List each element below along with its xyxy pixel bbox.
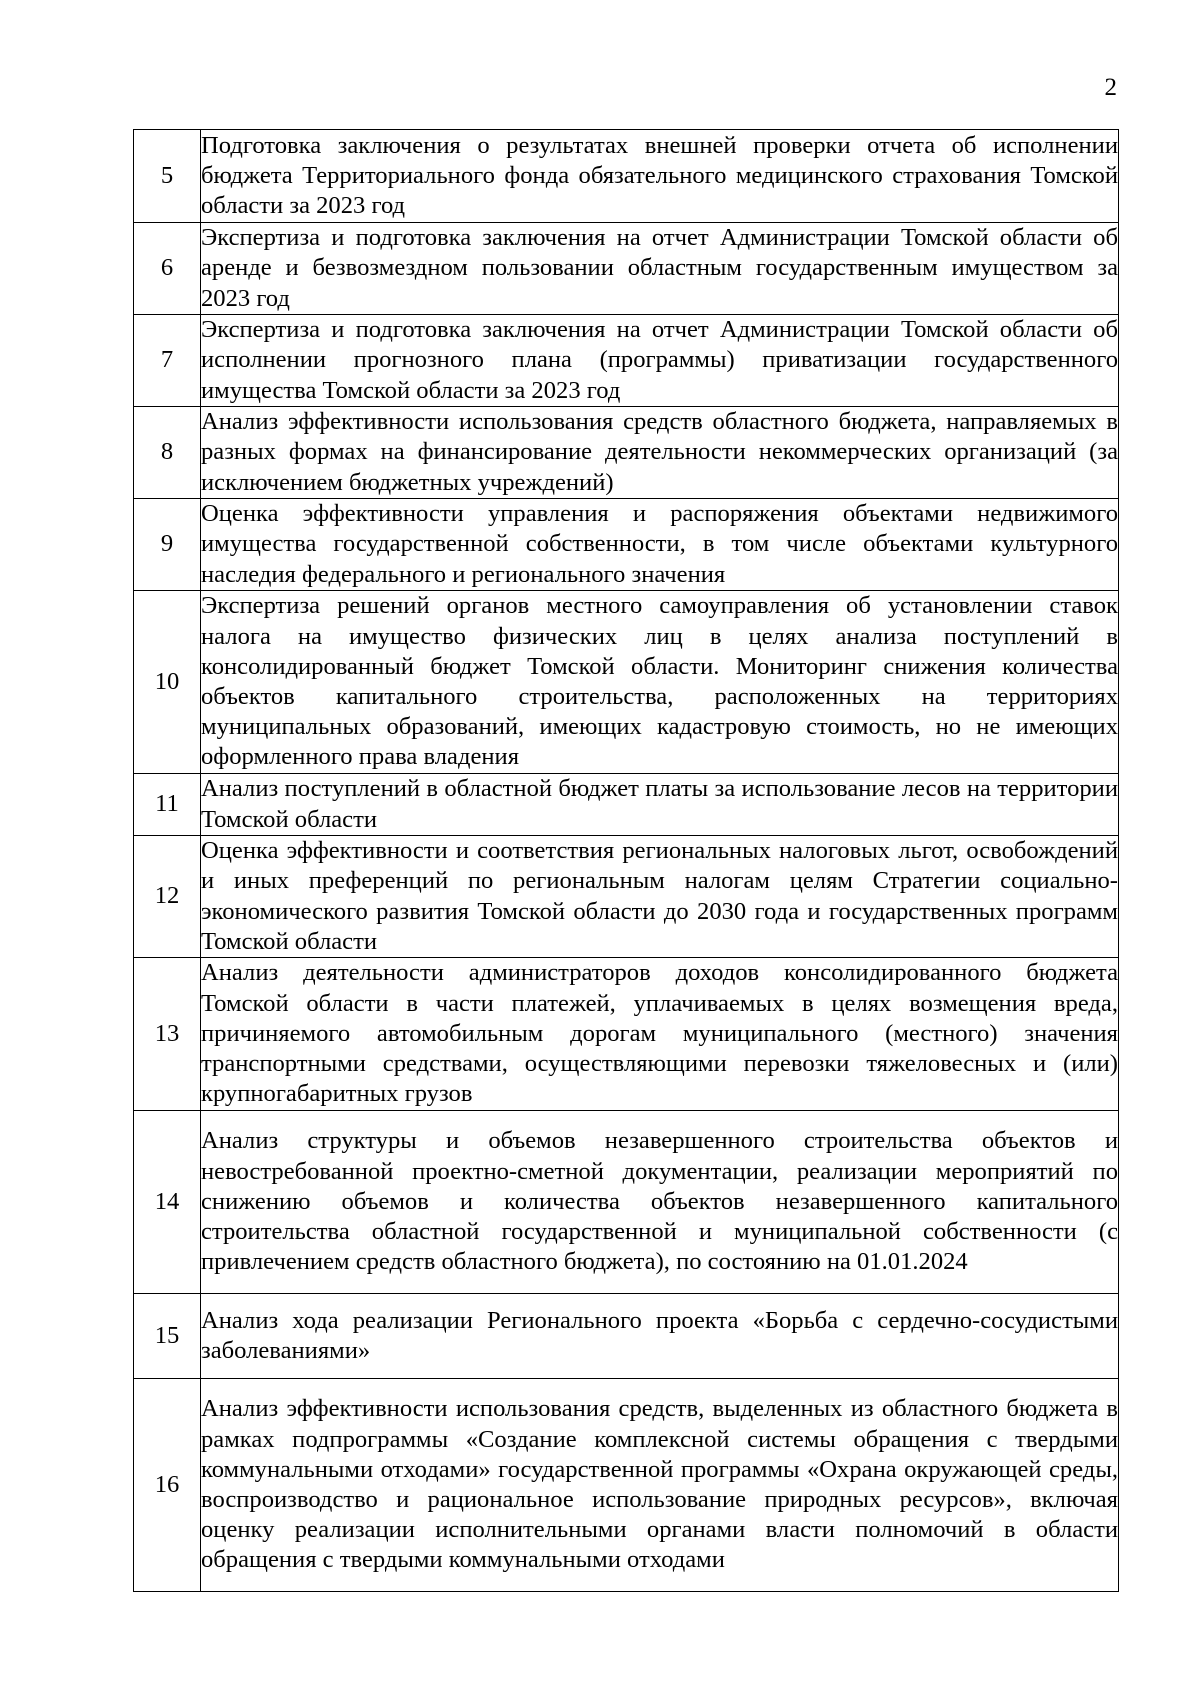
row-description: Анализ эффективности использования средств областного бюджета, направляемых в разных формах на финансирование деятельности некоммерческих организаций (за исключением бюджетных учреждений) (201, 407, 1119, 499)
row-number: 16 (134, 1379, 201, 1592)
row-description: Экспертиза решений органов местного самоуправления об установлении ставок налога на имущество физических лиц в целях анализа поступлений в консолидированный бюджет Томской области. Мониторинг снижения количества объектов капитального строительства, расположенных на территориях муниципальных образований, имеющих кадастровую стоимость, но не имеющих оформленного права владения (201, 591, 1119, 774)
table-row (134, 1379, 1119, 1592)
row-number: 5 (134, 130, 201, 223)
table-row (134, 407, 1119, 499)
row-number: 6 (134, 223, 201, 315)
row-number: 12 (134, 836, 201, 958)
row-description: Оценка эффективности и соответствия региональных налоговых льгот, освобождений и иных преференций по региональным налогам целям Стратегии социально-экономического развития Томской области до 2030 года и государственных программ Томской области (201, 836, 1119, 958)
row-number: 14 (134, 1111, 201, 1294)
row-description: Экспертиза и подготовка заключения на отчет Администрации Томской области об аренде и безвозмездном пользовании областным государственным имуществом за 2023 год (201, 223, 1119, 315)
table-row (134, 315, 1119, 407)
table-row (134, 1294, 1119, 1379)
table-row (134, 1111, 1119, 1294)
page-number: 2 (1104, 74, 1117, 101)
row-description: Анализ эффективности использования средств, выделенных из областного бюджета в рамках подпрограммы «Создание комплексной системы обращения с твердыми коммунальными отходами» государственной программы «Охрана окружающей среды, воспроизводство и рациональное использование природных ресурсов», включая оценку реализации исполнительными органами власти полномочий в области обращения с твердыми коммунальными отходами (201, 1379, 1119, 1592)
row-number: 9 (134, 499, 201, 591)
row-description: Анализ хода реализации Регионального проекта «Борьба с сердечно-сосудистыми заболеваниями» (201, 1294, 1119, 1379)
table-row (134, 223, 1119, 315)
table-row (134, 130, 1119, 223)
row-number: 8 (134, 407, 201, 499)
row-description: Анализ деятельности администраторов доходов консолидированного бюджета Томской области в части платежей, уплачиваемых в целях возмещения вреда, причиняемого автомобильным дорогам муниципального (местного) значения транспортными средствами, осуществляющими перевозки тяжеловесных и (или) крупногабаритных грузов (201, 958, 1119, 1111)
row-number: 15 (134, 1294, 201, 1379)
row-description: Оценка эффективности управления и распоряжения объектами недвижимого имущества государственной собственности, в том числе объектами культурного наследия федерального и регионального значения (201, 499, 1119, 591)
table-row (134, 774, 1119, 836)
row-description: Анализ структуры и объемов незавершенного строительства объектов и невостребованной проектно-сметной документации, реализации мероприятий по снижению объемов и количества объектов незавершенного капитального строительства областной государственной и муниципальной собственности (с привлечением средств областного бюджета), по состоянию на 01.01.2024 (201, 1111, 1119, 1294)
row-description: Анализ поступлений в областной бюджет платы за использование лесов на территории Томской области (201, 774, 1119, 836)
plan-table (133, 129, 1119, 1592)
table-row (134, 499, 1119, 591)
table-row (134, 836, 1119, 958)
row-number: 10 (134, 591, 201, 774)
row-number: 13 (134, 958, 201, 1111)
row-description: Подготовка заключения о результатах внешней проверки отчета об исполнении бюджета Территориального фонда обязательного медицинского страхования Томской области за 2023 год (201, 130, 1119, 223)
row-description: Экспертиза и подготовка заключения на отчет Администрации Томской области об исполнении прогнозного плана (программы) приватизации государственного имущества Томской области за 2023 год (201, 315, 1119, 407)
table-row (134, 591, 1119, 774)
row-number: 7 (134, 315, 201, 407)
table-row (134, 958, 1119, 1111)
row-number: 11 (134, 774, 201, 836)
